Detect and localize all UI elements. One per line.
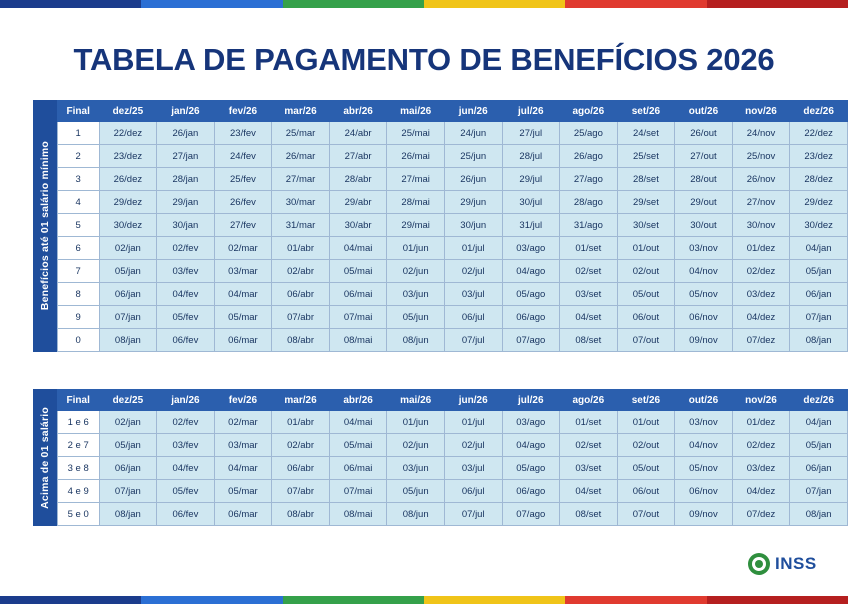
cell-final-digit: 4 (57, 191, 99, 214)
cell-payment-date: 27/jan (157, 145, 215, 168)
cell-payment-date: 01/abr (272, 237, 330, 260)
cell-payment-date: 30/out (675, 214, 733, 237)
color-bar-segment (141, 0, 282, 8)
cell-payment-date: 08/mai (329, 503, 387, 526)
cell-payment-date: 30/set (617, 214, 675, 237)
cell-payment-date: 05/fev (157, 480, 215, 503)
color-bar-segment (424, 596, 565, 604)
inss-logo-text: INSS (775, 554, 817, 573)
cell-payment-date: 08/jan (790, 329, 848, 352)
cell-payment-date: 02/dez (732, 434, 790, 457)
cell-payment-date: 09/nov (675, 329, 733, 352)
cell-payment-date: 07/jan (790, 306, 848, 329)
cell-payment-date: 06/jan (790, 457, 848, 480)
cell-payment-date: 07/jul (444, 329, 502, 352)
table-body (57, 122, 847, 352)
cell-payment-date: 03/fev (157, 434, 215, 457)
cell-payment-date: 02/jan (99, 411, 157, 434)
cell-payment-date: 28/jul (502, 145, 560, 168)
cell-payment-date: 04/mar (214, 283, 272, 306)
column-header-month: nov/26 (732, 390, 790, 411)
cell-payment-date: 07/ago (502, 329, 560, 352)
cell-payment-date: 06/mai (329, 283, 387, 306)
column-header-month: ago/26 (560, 101, 618, 122)
column-header-month: ago/26 (560, 390, 618, 411)
cell-payment-date: 02/jan (99, 237, 157, 260)
cell-final-digit: 3 e 8 (57, 457, 99, 480)
color-bar-segment (565, 596, 706, 604)
cell-payment-date: 02/fev (157, 237, 215, 260)
cell-payment-date: 06/fev (157, 503, 215, 526)
column-header-month: dez/25 (99, 390, 157, 411)
color-bar-segment (565, 0, 706, 8)
cell-payment-date: 07/mai (329, 306, 387, 329)
cell-payment-date: 03/nov (675, 237, 733, 260)
cell-payment-date: 03/ago (502, 411, 560, 434)
cell-payment-date: 03/fev (157, 260, 215, 283)
column-header-month: jun/26 (444, 101, 502, 122)
inss-logo (748, 553, 817, 575)
cell-payment-date: 04/set (560, 480, 618, 503)
cell-payment-date: 09/nov (675, 503, 733, 526)
cell-payment-date: 29/mai (387, 214, 445, 237)
cell-final-digit: 9 (57, 306, 99, 329)
cell-final-digit: 6 (57, 237, 99, 260)
column-header-month: jun/26 (444, 390, 502, 411)
cell-final-digit: 1 e 6 (57, 411, 99, 434)
cell-payment-date: 05/mai (329, 260, 387, 283)
cell-payment-date: 01/jul (444, 237, 502, 260)
cell-payment-date: 04/fev (157, 457, 215, 480)
cell-payment-date: 07/jan (790, 480, 848, 503)
cell-payment-date: 26/mai (387, 145, 445, 168)
cell-payment-date: 07/out (617, 503, 675, 526)
table-row (57, 260, 847, 283)
cell-payment-date: 06/mar (214, 503, 272, 526)
cell-payment-date: 05/nov (675, 457, 733, 480)
table-row (57, 214, 847, 237)
cell-payment-date: 28/ago (560, 191, 618, 214)
cell-payment-date: 05/jan (99, 260, 157, 283)
cell-payment-date: 31/mar (272, 214, 330, 237)
table-row (57, 191, 847, 214)
cell-payment-date: 06/out (617, 306, 675, 329)
column-header-month: mai/26 (387, 101, 445, 122)
cell-payment-date: 04/set (560, 306, 618, 329)
cell-payment-date: 03/mar (214, 260, 272, 283)
cell-payment-date: 28/mai (387, 191, 445, 214)
cell-payment-date: 05/jan (790, 434, 848, 457)
cell-payment-date: 04/ago (502, 434, 560, 457)
cell-payment-date: 08/jan (99, 329, 157, 352)
cell-payment-date: 02/jul (444, 434, 502, 457)
column-header-month: abr/26 (329, 390, 387, 411)
column-header-month: dez/26 (790, 390, 848, 411)
cell-payment-date: 01/out (617, 411, 675, 434)
cell-payment-date: 06/jan (99, 283, 157, 306)
column-header-final: Final (57, 390, 99, 411)
cell-payment-date: 05/jan (99, 434, 157, 457)
cell-payment-date: 29/jul (502, 168, 560, 191)
cell-payment-date: 25/ago (560, 122, 618, 145)
cell-payment-date: 30/dez (790, 214, 848, 237)
cell-payment-date: 03/mar (214, 434, 272, 457)
cell-payment-date: 07/out (617, 329, 675, 352)
cell-payment-date: 03/dez (732, 457, 790, 480)
inss-logo-icon (748, 553, 770, 575)
column-header-month: fev/26 (214, 390, 272, 411)
table-row (57, 237, 847, 260)
cell-payment-date: 26/fev (214, 191, 272, 214)
color-bar-segment (283, 596, 424, 604)
cell-payment-date: 03/jun (387, 457, 445, 480)
color-bar-segment (0, 0, 141, 8)
cell-payment-date: 03/set (560, 283, 618, 306)
cell-payment-date: 07/abr (272, 480, 330, 503)
cell-payment-date: 27/mai (387, 168, 445, 191)
table-row (57, 145, 847, 168)
color-bar-segment (424, 0, 565, 8)
cell-payment-date: 27/nov (732, 191, 790, 214)
cell-payment-date: 08/set (560, 329, 618, 352)
cell-payment-date: 01/set (560, 411, 618, 434)
cell-payment-date: 22/dez (99, 122, 157, 145)
cell-payment-date: 05/ago (502, 283, 560, 306)
cell-payment-date: 27/fev (214, 214, 272, 237)
cell-payment-date: 28/set (617, 168, 675, 191)
cell-payment-date: 27/mar (272, 168, 330, 191)
document-page (0, 8, 848, 596)
cell-payment-date: 06/ago (502, 306, 560, 329)
table-row (57, 457, 847, 480)
cell-payment-date: 08/mai (329, 329, 387, 352)
cell-payment-date: 05/mai (329, 434, 387, 457)
column-header-month: jan/26 (157, 390, 215, 411)
cell-payment-date: 01/jul (444, 411, 502, 434)
cell-payment-date: 06/jul (444, 306, 502, 329)
cell-payment-date: 06/jan (99, 457, 157, 480)
table-row (57, 122, 847, 145)
cell-payment-date: 07/abr (272, 306, 330, 329)
cell-payment-date: 27/abr (329, 145, 387, 168)
cell-payment-date: 26/nov (732, 168, 790, 191)
cell-payment-date: 04/mai (329, 237, 387, 260)
table-block-minimum-wage (33, 100, 848, 352)
cell-payment-date: 05/ago (502, 457, 560, 480)
cell-payment-date: 05/fev (157, 306, 215, 329)
cell-payment-date: 25/fev (214, 168, 272, 191)
column-header-month: jul/26 (502, 390, 560, 411)
cell-payment-date: 02/abr (272, 260, 330, 283)
cell-payment-date: 05/out (617, 457, 675, 480)
cell-payment-date: 02/abr (272, 434, 330, 457)
column-header-month: set/26 (617, 390, 675, 411)
cell-payment-date: 22/dez (790, 122, 848, 145)
cell-final-digit: 2 e 7 (57, 434, 99, 457)
side-label-text: Benefícios até 01 salário mínimo (38, 141, 51, 311)
table-row (57, 283, 847, 306)
cell-payment-date: 04/fev (157, 283, 215, 306)
cell-payment-date: 30/dez (99, 214, 157, 237)
top-color-bar (0, 0, 848, 8)
cell-payment-date: 05/jun (387, 480, 445, 503)
column-header-month: dez/25 (99, 101, 157, 122)
cell-payment-date: 08/set (560, 503, 618, 526)
cell-final-digit: 1 (57, 122, 99, 145)
page-title: TABELA DE PAGAMENTO DE BENEFÍCIOS 2026 (73, 42, 775, 77)
cell-payment-date: 06/mai (329, 457, 387, 480)
cell-payment-date: 04/jan (790, 411, 848, 434)
cell-final-digit: 0 (57, 329, 99, 352)
cell-payment-date: 23/dez (99, 145, 157, 168)
color-bar-segment (141, 596, 282, 604)
cell-payment-date: 03/dez (732, 283, 790, 306)
cell-payment-date: 24/fev (214, 145, 272, 168)
cell-payment-date: 08/abr (272, 329, 330, 352)
cell-final-digit: 5 e 0 (57, 503, 99, 526)
cell-payment-date: 25/nov (732, 145, 790, 168)
cell-payment-date: 03/set (560, 457, 618, 480)
cell-payment-date: 25/set (617, 145, 675, 168)
cell-payment-date: 04/nov (675, 260, 733, 283)
cell-payment-date: 07/dez (732, 503, 790, 526)
cell-payment-date: 25/mar (272, 122, 330, 145)
table-header-row (57, 101, 847, 122)
cell-final-digit: 7 (57, 260, 99, 283)
payment-table-above-minimum-wage (57, 389, 848, 526)
cell-payment-date: 05/out (617, 283, 675, 306)
column-header-month: jul/26 (502, 101, 560, 122)
cell-payment-date: 24/nov (732, 122, 790, 145)
column-header-month: mar/26 (272, 390, 330, 411)
cell-payment-date: 30/abr (329, 214, 387, 237)
cell-payment-date: 28/out (675, 168, 733, 191)
color-bar-segment (283, 0, 424, 8)
cell-payment-date: 03/jul (444, 457, 502, 480)
cell-payment-date: 05/mar (214, 306, 272, 329)
cell-payment-date: 02/fev (157, 411, 215, 434)
cell-payment-date: 26/jun (444, 168, 502, 191)
cell-payment-date: 29/abr (329, 191, 387, 214)
column-header-month: out/26 (675, 101, 733, 122)
cell-payment-date: 29/set (617, 191, 675, 214)
column-header-month: fev/26 (214, 101, 272, 122)
cell-payment-date: 27/jul (502, 122, 560, 145)
cell-payment-date: 29/dez (790, 191, 848, 214)
cell-payment-date: 24/jun (444, 122, 502, 145)
cell-payment-date: 07/dez (732, 329, 790, 352)
cell-final-digit: 4 e 9 (57, 480, 99, 503)
cell-payment-date: 25/jun (444, 145, 502, 168)
cell-final-digit: 8 (57, 283, 99, 306)
table-header-row (57, 390, 847, 411)
cell-payment-date: 31/jul (502, 214, 560, 237)
cell-payment-date: 04/dez (732, 306, 790, 329)
column-header-month: jan/26 (157, 101, 215, 122)
cell-payment-date: 08/jun (387, 329, 445, 352)
table-row (57, 434, 847, 457)
cell-payment-date: 01/jun (387, 237, 445, 260)
cell-payment-date: 31/ago (560, 214, 618, 237)
column-header-month: mar/26 (272, 101, 330, 122)
cell-payment-date: 03/ago (502, 237, 560, 260)
cell-payment-date: 06/out (617, 480, 675, 503)
cell-payment-date: 06/fev (157, 329, 215, 352)
table-row (57, 306, 847, 329)
cell-payment-date: 07/jul (444, 503, 502, 526)
column-header-final: Final (57, 101, 99, 122)
table-body (57, 411, 847, 526)
cell-payment-date: 29/out (675, 191, 733, 214)
cell-payment-date: 28/jan (157, 168, 215, 191)
cell-payment-date: 03/jul (444, 283, 502, 306)
cell-payment-date: 01/jun (387, 411, 445, 434)
table-row (57, 411, 847, 434)
cell-payment-date: 04/mai (329, 411, 387, 434)
cell-payment-date: 08/jan (99, 503, 157, 526)
column-header-month: set/26 (617, 101, 675, 122)
cell-payment-date: 28/abr (329, 168, 387, 191)
cell-payment-date: 06/jan (790, 283, 848, 306)
cell-payment-date: 07/ago (502, 503, 560, 526)
cell-payment-date: 08/jun (387, 503, 445, 526)
cell-payment-date: 05/jan (790, 260, 848, 283)
cell-payment-date: 02/jun (387, 260, 445, 283)
cell-payment-date: 28/dez (790, 168, 848, 191)
cell-payment-date: 29/jun (444, 191, 502, 214)
cell-payment-date: 05/nov (675, 283, 733, 306)
column-header-month: dez/26 (790, 101, 848, 122)
cell-payment-date: 26/jan (157, 122, 215, 145)
cell-payment-date: 01/dez (732, 237, 790, 260)
cell-payment-date: 30/mar (272, 191, 330, 214)
table-row (57, 503, 847, 526)
cell-payment-date: 02/jun (387, 434, 445, 457)
cell-payment-date: 06/nov (675, 480, 733, 503)
cell-payment-date: 05/mar (214, 480, 272, 503)
bottom-color-bar (0, 596, 848, 604)
cell-payment-date: 02/set (560, 260, 618, 283)
cell-payment-date: 29/dez (99, 191, 157, 214)
cell-payment-date: 24/set (617, 122, 675, 145)
cell-payment-date: 07/jan (99, 306, 157, 329)
color-bar-segment (0, 596, 141, 604)
side-label-text: Acima de 01 salário (38, 406, 51, 509)
column-header-month: abr/26 (329, 101, 387, 122)
cell-payment-date: 06/abr (272, 457, 330, 480)
cell-payment-date: 29/jan (157, 191, 215, 214)
cell-payment-date: 04/mar (214, 457, 272, 480)
cell-payment-date: 02/out (617, 434, 675, 457)
cell-payment-date: 26/ago (560, 145, 618, 168)
color-bar-segment (707, 596, 848, 604)
table-side-label-above-minimum-wage (33, 389, 57, 526)
cell-payment-date: 06/mar (214, 329, 272, 352)
cell-payment-date: 02/mar (214, 411, 272, 434)
cell-payment-date: 05/jun (387, 306, 445, 329)
cell-payment-date: 02/jul (444, 260, 502, 283)
cell-payment-date: 06/nov (675, 306, 733, 329)
cell-payment-date: 01/set (560, 237, 618, 260)
cell-payment-date: 06/ago (502, 480, 560, 503)
cell-payment-date: 26/out (675, 122, 733, 145)
cell-payment-date: 30/nov (732, 214, 790, 237)
cell-payment-date: 08/abr (272, 503, 330, 526)
cell-payment-date: 01/abr (272, 411, 330, 434)
cell-payment-date: 23/dez (790, 145, 848, 168)
cell-payment-date: 30/jun (444, 214, 502, 237)
cell-payment-date: 23/fev (214, 122, 272, 145)
cell-payment-date: 04/ago (502, 260, 560, 283)
cell-payment-date: 25/mai (387, 122, 445, 145)
payment-table-minimum-wage (57, 100, 848, 352)
cell-payment-date: 02/mar (214, 237, 272, 260)
cell-payment-date: 03/jun (387, 283, 445, 306)
cell-payment-date: 26/dez (99, 168, 157, 191)
cell-payment-date: 06/abr (272, 283, 330, 306)
cell-final-digit: 3 (57, 168, 99, 191)
cell-payment-date: 07/jan (99, 480, 157, 503)
cell-payment-date: 02/dez (732, 260, 790, 283)
cell-payment-date: 08/jan (790, 503, 848, 526)
table-block-above-minimum-wage (33, 389, 848, 526)
cell-payment-date: 24/abr (329, 122, 387, 145)
column-header-month: out/26 (675, 390, 733, 411)
cell-payment-date: 04/dez (732, 480, 790, 503)
cell-payment-date: 27/out (675, 145, 733, 168)
cell-payment-date: 02/set (560, 434, 618, 457)
cell-payment-date: 02/out (617, 260, 675, 283)
column-header-month: mai/26 (387, 390, 445, 411)
cell-payment-date: 27/ago (560, 168, 618, 191)
cell-payment-date: 30/jan (157, 214, 215, 237)
cell-payment-date: 03/nov (675, 411, 733, 434)
cell-final-digit: 5 (57, 214, 99, 237)
cell-payment-date: 01/dez (732, 411, 790, 434)
table-side-label-minimum-wage (33, 100, 57, 352)
cell-payment-date: 06/jul (444, 480, 502, 503)
table-row (57, 168, 847, 191)
cell-payment-date: 07/mai (329, 480, 387, 503)
cell-payment-date: 01/out (617, 237, 675, 260)
cell-payment-date: 26/mar (272, 145, 330, 168)
column-header-month: nov/26 (732, 101, 790, 122)
cell-payment-date: 04/jan (790, 237, 848, 260)
cell-final-digit: 2 (57, 145, 99, 168)
color-bar-segment (707, 0, 848, 8)
cell-payment-date: 04/nov (675, 434, 733, 457)
table-row (57, 329, 847, 352)
cell-payment-date: 30/jul (502, 191, 560, 214)
table-row (57, 480, 847, 503)
